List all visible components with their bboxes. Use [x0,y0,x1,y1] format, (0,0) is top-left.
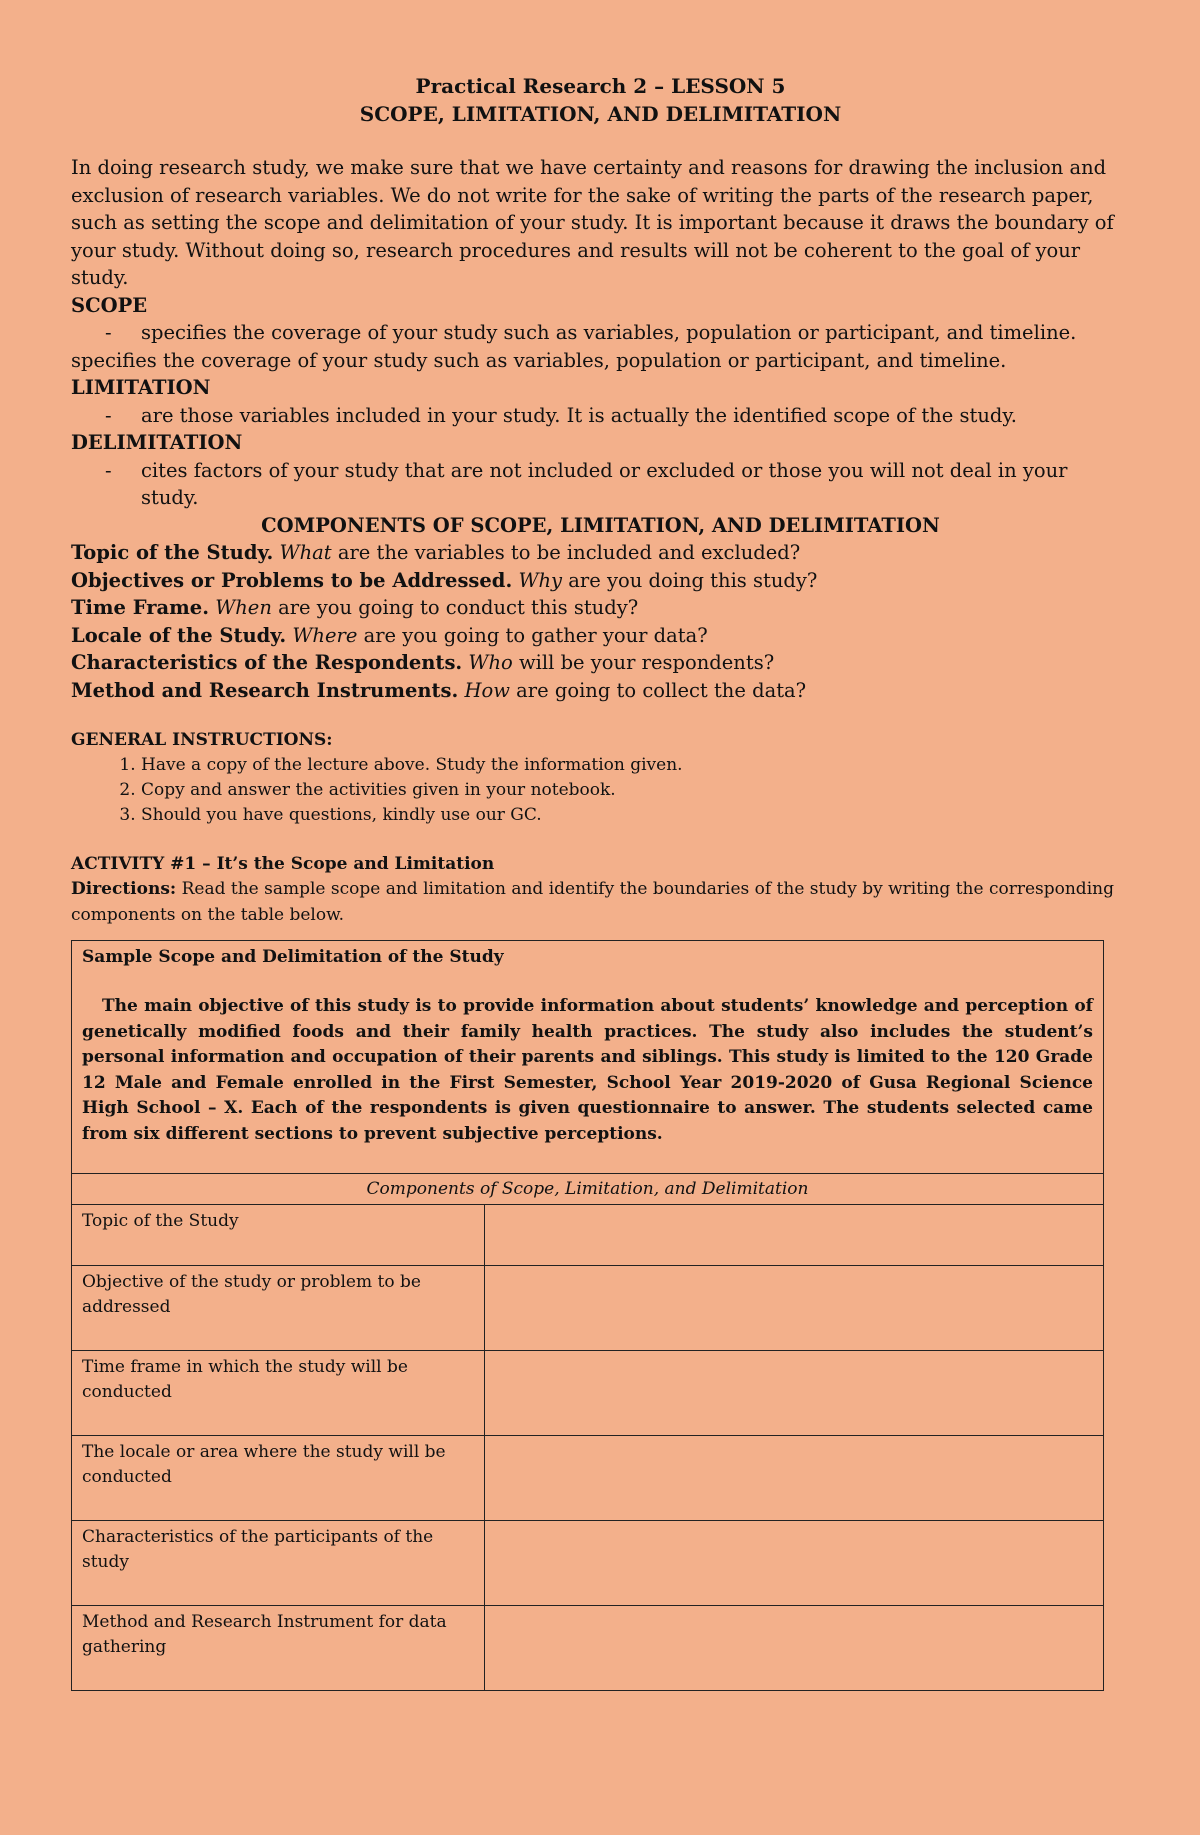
component-item [71,622,1130,650]
sample-cell [72,941,1104,1174]
scope-heading: SCOPE [71,293,148,317]
table-row [72,1436,1104,1521]
component-item [71,677,1130,705]
row-label: Objective of the study or problem to be addressed [72,1266,485,1351]
component-question-rest: are the variables to be included and excluded? [331,541,801,564]
components-list [71,539,1130,704]
component-item [71,594,1130,622]
limitation-heading: LIMITATION [71,376,211,399]
component-term: Characteristics of the Respondents. [71,651,463,674]
document-title-line2: SCOPE, LIMITATION, AND DELIMITATION [359,102,842,126]
component-question-rest: are going to collect the data? [509,678,807,702]
component-question-rest: will be your respondents? [512,651,775,674]
instructions-heading: GENERAL INSTRUCTIONS: [71,730,333,750]
components-header: Components of Scope, Limitation, and Delimitation [72,1174,1104,1205]
scope-definition-text: specifies the coverage of your study such as variables, population or participant, and timeline. [141,321,1077,344]
component-question-word: When [215,596,272,619]
component-item [71,567,1130,595]
table-row [72,1266,1104,1351]
scope-definition-repeat: specifies the coverage of your study such as variables, population or participant, and timeline. [71,348,1007,372]
dash-marker: - [105,403,112,427]
component-question-word: Where [292,623,358,647]
dash-marker: - [105,321,112,344]
row-answer-cell[interactable] [485,1606,1104,1691]
table-row [72,1521,1104,1606]
component-question-word: What [279,541,332,564]
row-label: Characteristics of the participants of the study [72,1521,485,1606]
row-label: Topic of the Study [72,1205,485,1266]
dash-marker: - [105,458,112,482]
activity-heading: ACTIVITY #1 – It’s the Scope and Limitation [71,854,495,874]
activity-directions [71,877,1130,928]
instruction-item: 2. Copy and answer the activities given in your notebook. [141,778,1130,803]
limitation-definition-text: are those variables included in your study. It is actually the identified scope of the study. [141,403,1017,427]
sample-row [72,941,1104,1174]
component-question-word: Why [518,568,563,592]
row-label: The locale or area where the study will be conducted [72,1436,485,1521]
components-header-row [72,1174,1104,1205]
component-term: Method and Research Instruments. [71,678,459,702]
limitation-definition [71,402,1130,430]
sample-body: The main objective of this study is to provide information about students’ knowledge and perception of genetically modified foods and their family health practices. The study also includes the student’s personal information and occupation of their parents and siblings. This study is limited to the 120 Grade 12 Male and Female enrolled in the First Semester, School Year 2019-2020 of Gusa Regional Science High School – X. Each of the respondents is given questionnaire to answer. The students selected came from six different sections to prevent subjective perceptions. [82,996,1093,1144]
row-answer-cell[interactable] [485,1351,1104,1436]
instruction-item: 3. Should you have questions, kindly use our GC. [141,803,1130,828]
table-row [72,1351,1104,1436]
component-question-rest: are you going to gather your data? [357,623,708,647]
component-term: Time Frame. [71,596,209,619]
component-term: Topic of the Study. [71,541,274,564]
table-row [72,1606,1104,1691]
sample-title: Sample Scope and Delimitation of the Study [82,947,504,967]
instruction-item: 1. Have a copy of the lecture above. Study the information given. [141,753,1130,778]
activity-table [71,940,1104,1691]
delimitation-heading: DELIMITATION [71,431,243,454]
component-term: Objectives or Problems to be Addressed. [71,568,513,592]
table-row [72,1205,1104,1266]
directions-label: Directions: [71,879,177,899]
component-question-word: Who [468,651,513,674]
delimitation-definition-text: cites factors of your study that are not included or excluded or those you will not deal in your study. [141,458,1068,509]
component-item [71,649,1130,677]
row-answer-cell[interactable] [485,1436,1104,1521]
row-label: Time frame in which the study will be conducted [72,1351,485,1436]
scope-definition [71,319,1130,347]
delimitation-definition [71,457,1130,512]
instructions-list [71,753,1130,828]
row-answer-cell[interactable] [485,1266,1104,1351]
row-label: Method and Research Instrument for data gathering [72,1606,485,1691]
row-answer-cell[interactable] [485,1205,1104,1266]
component-question-rest: are you doing this study? [562,568,818,592]
component-question-rest: are you going to conduct this study? [271,596,639,619]
intro-paragraph: In doing research study, we make sure that we have certainty and reasons for drawing the inclusion and exclusion of research variables. We do not write for the sake of writing the parts of the research paper, such as setting the scope and delimitation of your study. It is important because it draws the boundary of your study. Without doing so, research procedures and results will not be coherent to the goal of your study. [71,156,1114,289]
row-answer-cell[interactable] [485,1521,1104,1606]
directions-text: Read the sample scope and limitation and identify the boundaries of the study by writing the corresponding components on the table below. [71,879,1114,925]
component-term: Locale of the Study. [71,623,287,647]
component-item [71,539,1130,567]
components-heading: COMPONENTS OF SCOPE, LIMITATION, AND DELIMITATION [261,513,940,537]
component-question-word: How [464,678,510,702]
document-title-line1: Practical Research 2 – LESSON 5 [415,74,786,98]
